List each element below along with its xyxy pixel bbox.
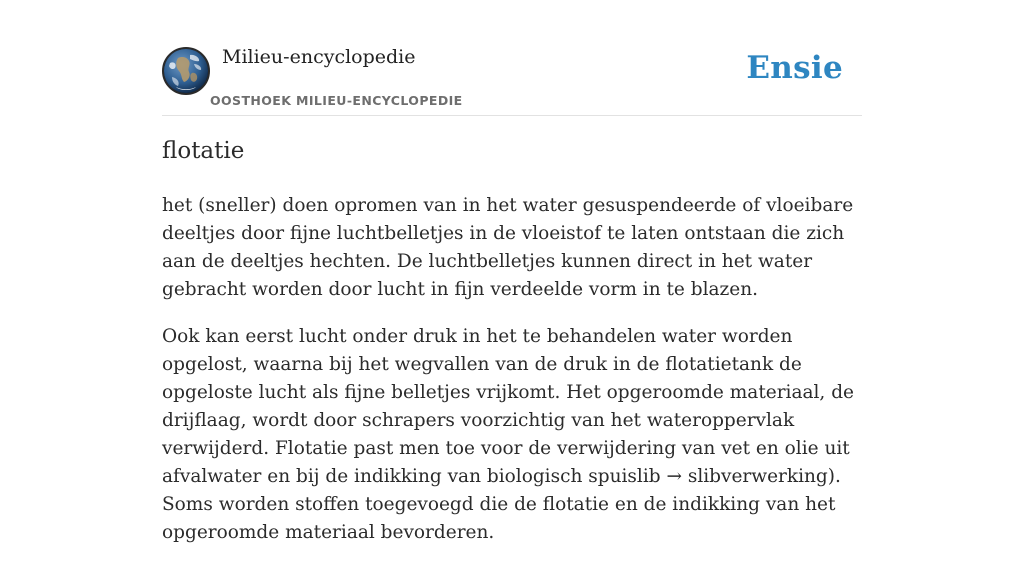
site-subtitle: OOSTHOEK MILIEU-ENCYCLOPEDIE (210, 93, 463, 108)
slibverwerking-link[interactable]: → slibverwerking (666, 466, 828, 487)
ensie-brand-link[interactable]: Ensie (746, 50, 843, 86)
page-title: flotatie (162, 138, 245, 164)
page-container (162, 0, 862, 543)
site-header (162, 0, 862, 116)
article-body (162, 192, 862, 566)
site-logo[interactable] (162, 47, 210, 95)
article-paragraph-1: het (sneller) doen opromen van in het water gesuspendeerde of vloeibare deeltjes door fijne luchtbelletjes in de vloeistof te laten ontstaan die zich aan de deeltjes hechten. De luchtbelletjes kunnen direct in het water gebracht worden door lucht in fijn verdeelde vorm in te blazen. (162, 195, 854, 300)
site-title[interactable]: Milieu-encyclopedie (222, 46, 416, 68)
article-paragraph-2-text: Ook kan eerst lucht onder druk in het te behandelen water worden opgelost, waarna bij het wegvallen van de druk in de flotatietank de opgeloste lucht als fijne belletjes vrijkomt. Het opgeroomde materiaal, de drijflaag, wordt door schrapers voorzichtig van het wateroppervlak verwijderd. Flotatie past men toe voor de verwijdering van vet en olie uit afvalwater en bij de indikking van biologisch spuislib (162, 326, 854, 487)
article-paragraph-2-text-end: ). Soms worden stoffen toegevoegd die de flotatie en de indikking van het opgeroomde materiaal bevorderen. (162, 466, 841, 543)
article-paragraph-2 (162, 323, 862, 547)
earth-globe-icon (164, 49, 208, 93)
